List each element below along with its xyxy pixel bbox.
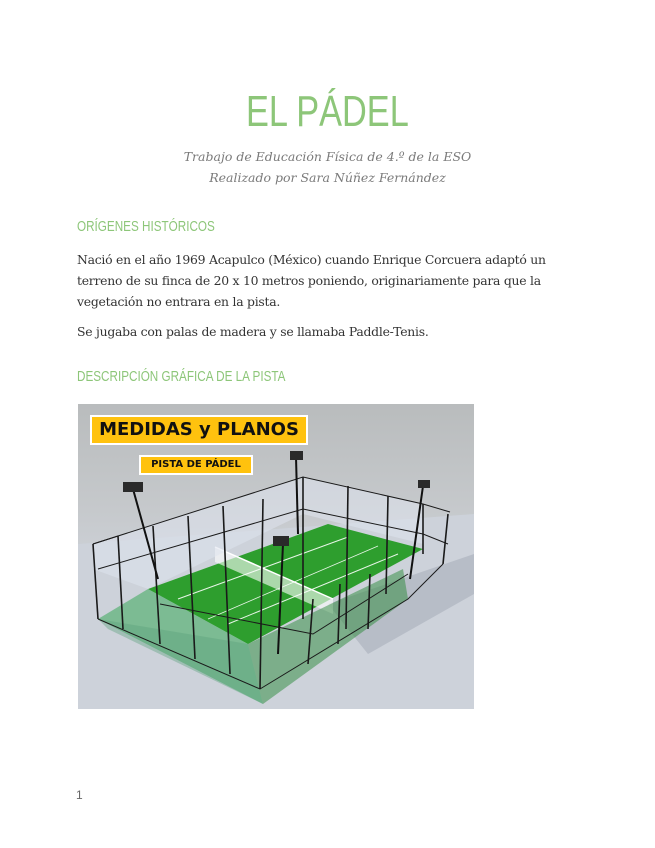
figure-badge-measurements: MEDIDAS y PLANOS [90, 415, 308, 445]
document-title: EL PÁDEL [245, 87, 409, 136]
document-subtitle-author: Realizado por Sara Núñez Fernández [209, 170, 446, 185]
paragraph-origins-1: Nació en el año 1969 Acapulco (México) cuando Enrique Corcuera adaptó un terreno de su finca de 20 x 10 metros poniendo, originariamente para que la vegetación no entrara en la pista. [77, 252, 546, 309]
paragraph-origins-2: Se jugaba con palas de madera y se llamaba Paddle-Tenis. [77, 324, 429, 339]
document-subtitle-course: Trabajo de Educación Física de 4.º de la ESO [183, 149, 472, 164]
section-heading-court-description: DESCRIPCIÓN GRÁFICA DE LA PISTA [77, 368, 286, 385]
figure-badge-court: PISTA DE PÁDEL [139, 455, 253, 475]
page-number: 1 [76, 788, 83, 802]
padel-court-illustration [78, 404, 474, 709]
section-heading-origins: ORÍGENES HISTÓRICOS [77, 218, 215, 235]
padel-court-image [78, 404, 474, 709]
